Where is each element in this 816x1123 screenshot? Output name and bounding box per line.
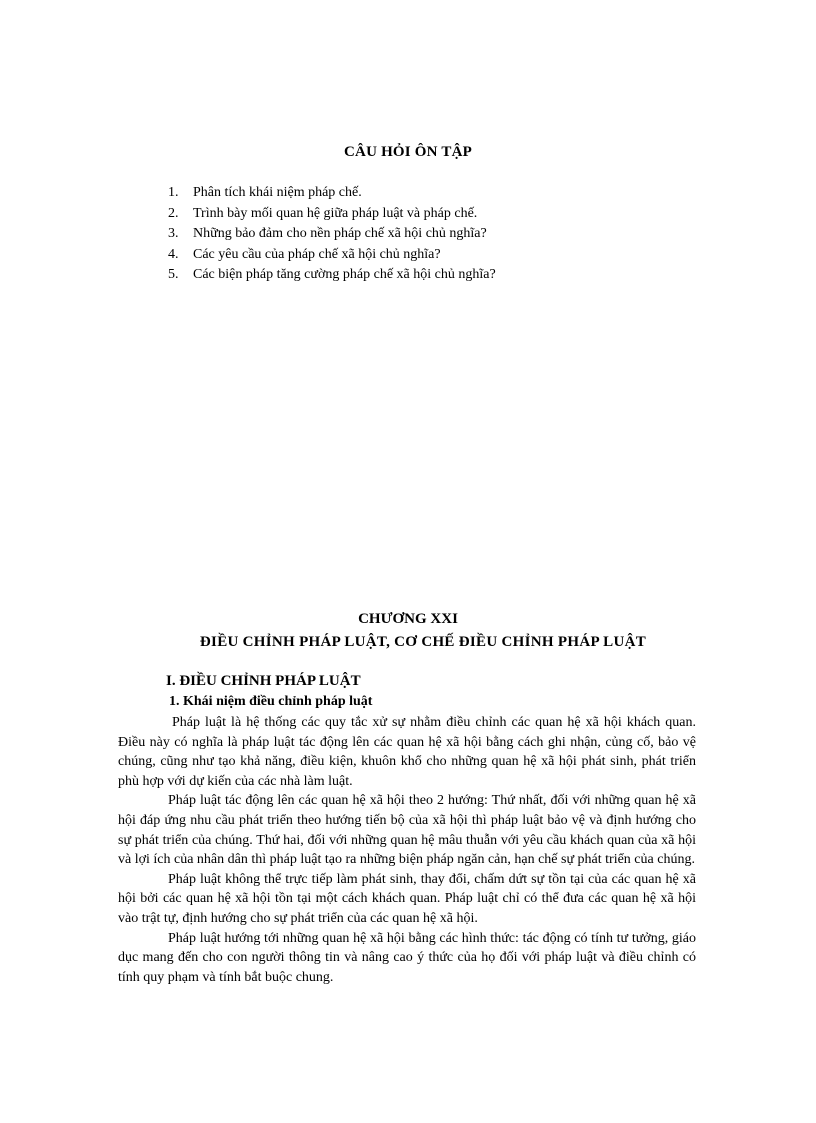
- paragraph: Pháp luật hướng tới những quan hệ xã hội bằng các hình thức: tác động có tính tư tưởng, giáo dục mang đến cho con người thông tin và nâng cao ý thức của họ đối với pháp luật và điều chỉnh có tính quy phạm và tính bắt buộc chung.: [118, 930, 696, 985]
- paragraph: Pháp luật là hệ thống các quy tắc xử sự nhằm điều chỉnh các quan hệ xã hội khách quan. Điều này có nghĩa là pháp luật tác động lên các quan hệ xã hội bằng cách ghi nhận, củng cố, bảo vệ chúng, cũng như tạo khả năng, điều kiện, khuôn khổ cho những quan hệ xã hội phát sinh, phát triển phù hợp với dự kiến của các nhà làm luật.: [118, 715, 696, 789]
- list-item-text: Các biện pháp tăng cường pháp chế xã hội chủ nghĩa?: [193, 267, 496, 282]
- list-item: [168, 265, 496, 286]
- paragraph: Pháp luật không thể trực tiếp làm phát sinh, thay đổi, chấm dứt sự tồn tại của các quan hệ xã hội bởi các quan hệ xã hội tồn tại một cách khách quan. Pháp luật chỉ có thể đưa các quan hệ xã hội vào trật tự, định hướng cho sự phát triển của các quan hệ xã hội.: [118, 871, 696, 926]
- list-item-number: 4.: [168, 246, 179, 262]
- chapter-title: ĐIỀU CHỈNH PHÁP LUẬT, CƠ CHẾ ĐIỀU CHỈNH PHÁP LUẬT: [199, 634, 647, 650]
- list-item-number: 3.: [168, 226, 179, 241]
- list-item-text: Trình bày mối quan hệ giữa pháp luật và pháp chế.: [193, 205, 478, 221]
- chapter-number: CHƯƠNG XXI: [358, 611, 458, 627]
- list-item-number: 5.: [168, 267, 179, 282]
- list-item: [168, 245, 496, 266]
- list-item: [168, 224, 496, 245]
- paragraph: Pháp luật tác động lên các quan hệ xã hội theo 2 hướng: Thứ nhất, đối với những quan hệ xã hội đáp ứng nhu cầu phát triển theo hướng tiến bộ của xã hội thì pháp luật bảo vệ và định hướng cho sự phát triển của chúng. Thứ hai, đối với những quan hệ mâu thuẫn với yêu cầu khách quan của xã hội và lợi ích của nhân dân thì pháp luật tạo ra những biện pháp ngăn cản, hạn chế sự phát triển của chúng.: [118, 793, 696, 868]
- list-item: [168, 183, 496, 204]
- list-item-text: Những bảo đảm cho nền pháp chế xã hội chủ nghĩa?: [193, 226, 487, 241]
- list-item-number: 2.: [168, 205, 179, 221]
- list-item-text: Các yêu cầu của pháp chế xã hội chủ nghĩa?: [193, 246, 441, 262]
- body-text: [118, 713, 696, 987]
- list-item-number: 1.: [168, 185, 179, 200]
- review-question-list: [168, 183, 496, 286]
- review-heading: CÂU HỎI ÔN TẬP: [344, 144, 472, 160]
- list-item: [168, 204, 496, 225]
- list-item-text: Phân tích khái niệm pháp chế.: [193, 185, 362, 200]
- subsection-heading: 1. Khái niệm điều chỉnh pháp luật: [169, 694, 373, 709]
- section-heading: I. ĐIỀU CHỈNH PHÁP LUẬT: [166, 673, 361, 689]
